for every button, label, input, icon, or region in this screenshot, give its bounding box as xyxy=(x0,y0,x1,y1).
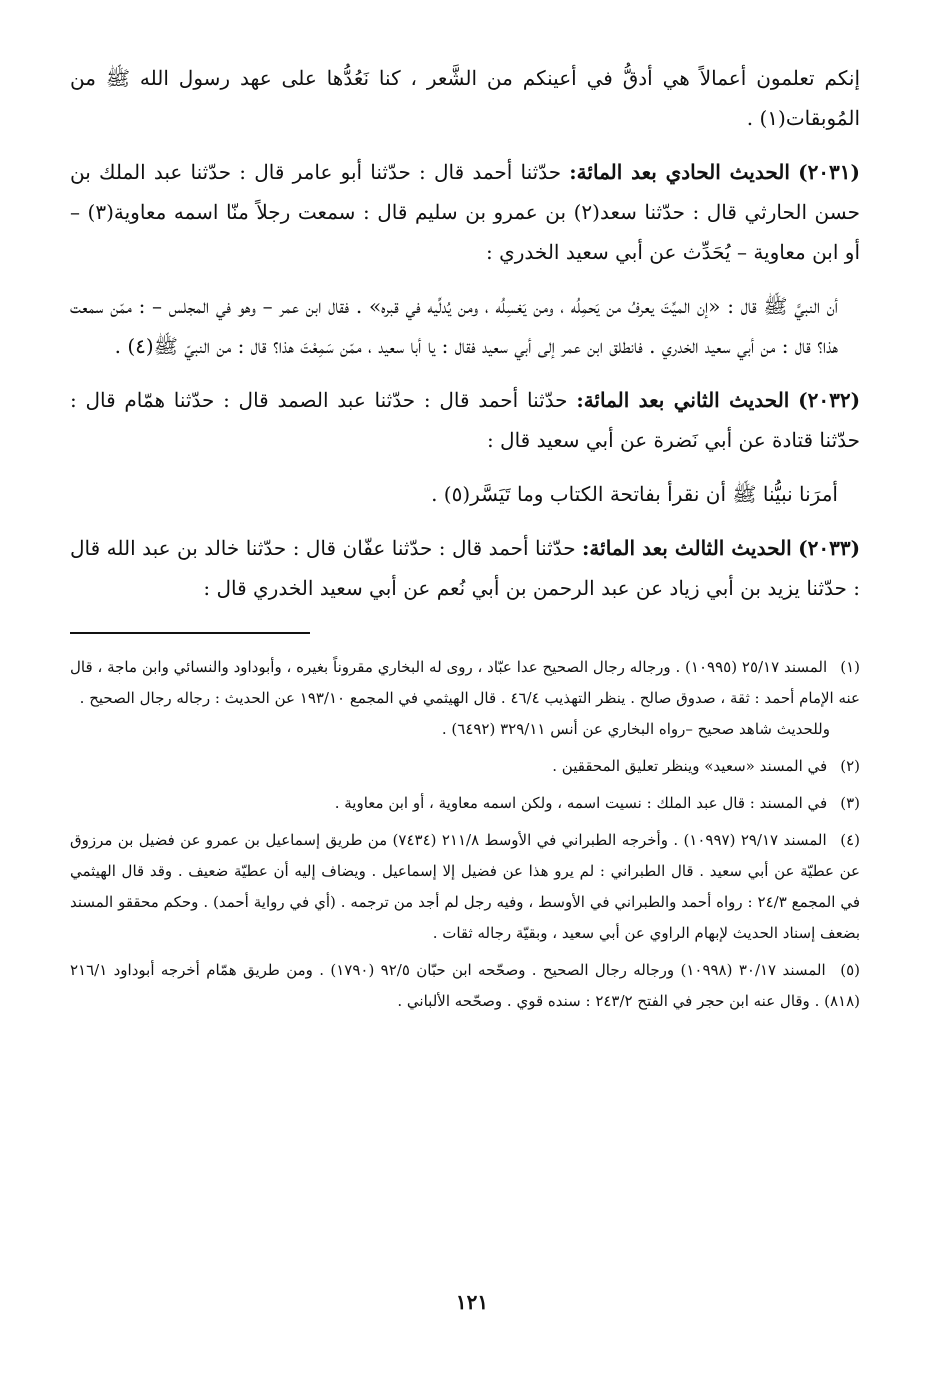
hadith-2032-body: أمرَنا نبيُّنا ﷺ أن نقرأ بفاتحة الكتاب وما تَيَسَّر(٥) . xyxy=(431,482,838,506)
hadith-2033-chain: حدّثنا أحمد قال : حدّثنا عفّان قال : حدّثنا خالد بن عبد الله قال : حدّثنا يزيد بن أبي زياد عن عبد الرحمن بن أبي نُعم عن أبي سعيد الخدري قال : xyxy=(70,536,860,600)
footnote-text: المسند ٢٥/١٧ (١٠٩٩٥) . ورجاله رجال الصحيح عدا عبّاد ، روى له البخاري مقروناً بغيره ، وأبوداود والنسائي وابن ماجة ، قال عنه الإمام أحمد : ثقة ، صدوق صالح . ينظر التهذيب ٤٦/٤ . قال الهيثمي في المجمع ١٩٣/١٠ عن الحديث : رجاله رجال الصحيح . xyxy=(70,658,860,707)
footnotes xyxy=(70,652,860,1017)
hadith-2033-title: الحديث الثالث بعد المائة: xyxy=(582,536,792,560)
hadith-2031-body: أن النبيَّ ﷺ قال : «إن الميِّتَ يعرفُ من يَحمِلُه ، ومن يَغسِلُه ، ومن يُدلِّيه في قبره» . فقال ابن عمر – وهو في المجلس – : ممّن سمعت هذا؟ قال : من أبي سعيد الخدري . فانطلق ابن عمر إلى أبي سعيد فقال : يا أبا سعيد ، ممّن سَمِعْتَ هذا؟ قال : من النبيّ ﷺ(٤) . xyxy=(70,294,838,358)
paragraph-opening: إنكم تعلمون أعمالاً هي أدقُّ في أعينكم من الشَّعر ، كنا نَعُدُّها على عهد رسول الله ﷺ من المُوبقات(١) . xyxy=(70,66,860,130)
hadith-2033-number: (٢٠٣٣) xyxy=(798,536,861,560)
footnote-3 xyxy=(70,788,860,819)
hadith-2031-title: الحديث الحادي بعد المائة: xyxy=(569,160,790,184)
footnote-number: (١) xyxy=(840,658,860,676)
footnote-4 xyxy=(70,825,860,949)
footnote-1 xyxy=(70,652,860,745)
hadith-2031-chain: حدّثنا أحمد قال : حدّثنا أبو عامر قال : حدّثنا عبد الملك بن حسن الحارثي قال : حدّثنا سعد(٢) بن عمرو بن سليم قال : سمعت رجلاً منّا اسمه معاوية(٣) – أو ابن معاوية – يُحَدِّث عن أبي سعيد الخدري : xyxy=(70,160,860,264)
footnote-number: (٢) xyxy=(840,757,860,775)
hadith-2032 xyxy=(70,380,860,460)
footnote-text: المسند ٢٩/١٧ (١٠٩٩٧) . وأخرجه الطبراني في الأوسط ٢١١/٨ (٧٤٣٤) من طريق إسماعيل بن عمرو عن فضيل بن مرزوق عن عطيّة عن أبي سعيد . قال الطبراني : لم يرو هذا عن فضيل إلا إسماعيل . ويضاف إليه أن عطيّة ضعيف . وقد قال الهيثمي في المجمع ٢٤/٣ : رواه أحمد والطبراني في الأوسط ، وفيه رجل لم أجد من ترجمه . (أي في رواية أحمد) . وحكم محققو المسند بضعف إسناد الحديث لإبهام الراوي عن أبي سعيد ، وبقيّة رجاله ثقات . xyxy=(70,831,860,942)
footnote-separator-wrap xyxy=(70,622,860,652)
hadith-2032-title: الحديث الثاني بعد المائة: xyxy=(576,388,790,412)
footnote-separator xyxy=(70,632,310,634)
main-text xyxy=(70,58,860,608)
hadith-2031 xyxy=(70,152,860,272)
footnote-number: (٥) xyxy=(840,961,860,979)
page-number: ١٢١ xyxy=(455,1290,489,1314)
footnote-text: في المسند : قال عبد الملك : نسيت اسمه ، ولكن اسمه معاوية ، أو ابن معاوية . xyxy=(334,794,828,812)
hadith-2032-chain: حدّثنا أحمد قال : حدّثنا عبد الصمد قال : حدّثنا همّام قال : حدّثنا قتادة عن أبي نَضرة عن أبي سعيد قال : xyxy=(70,388,860,452)
footnote-text: المسند ٣٠/١٧ (١٠٩٩٨) ورجاله رجال الصحيح . وصحّحه ابن حبّان ٩٢/٥ (١٧٩٠) . ومن طريق همّام أخرجه أبوداود ٢١٦/١ (٨١٨) . وقال عنه ابن حجر في الفتح ٢٤٣/٢ : سنده قوي . وصحّحه الألباني . xyxy=(70,961,860,1010)
hadith-2031-number: (٢٠٣١) xyxy=(798,160,860,184)
page-content xyxy=(70,58,860,1023)
footnote-number: (٣) xyxy=(840,794,860,812)
footnote-5 xyxy=(70,955,860,1017)
footnote-text: في المسند «سعيد» وينظر تعليق المحققين . xyxy=(552,757,828,775)
hadith-2033 xyxy=(70,528,860,608)
hadith-2032-number: (٢٠٣٢) xyxy=(798,388,861,412)
footnote-2 xyxy=(70,751,860,782)
footnote-continuation: وللحديث شاهد صحيح –رواه البخاري عن أنس ٣٢٩/١١ (٦٤٩٢) . xyxy=(441,720,830,738)
footnote-number: (٤) xyxy=(840,831,860,849)
